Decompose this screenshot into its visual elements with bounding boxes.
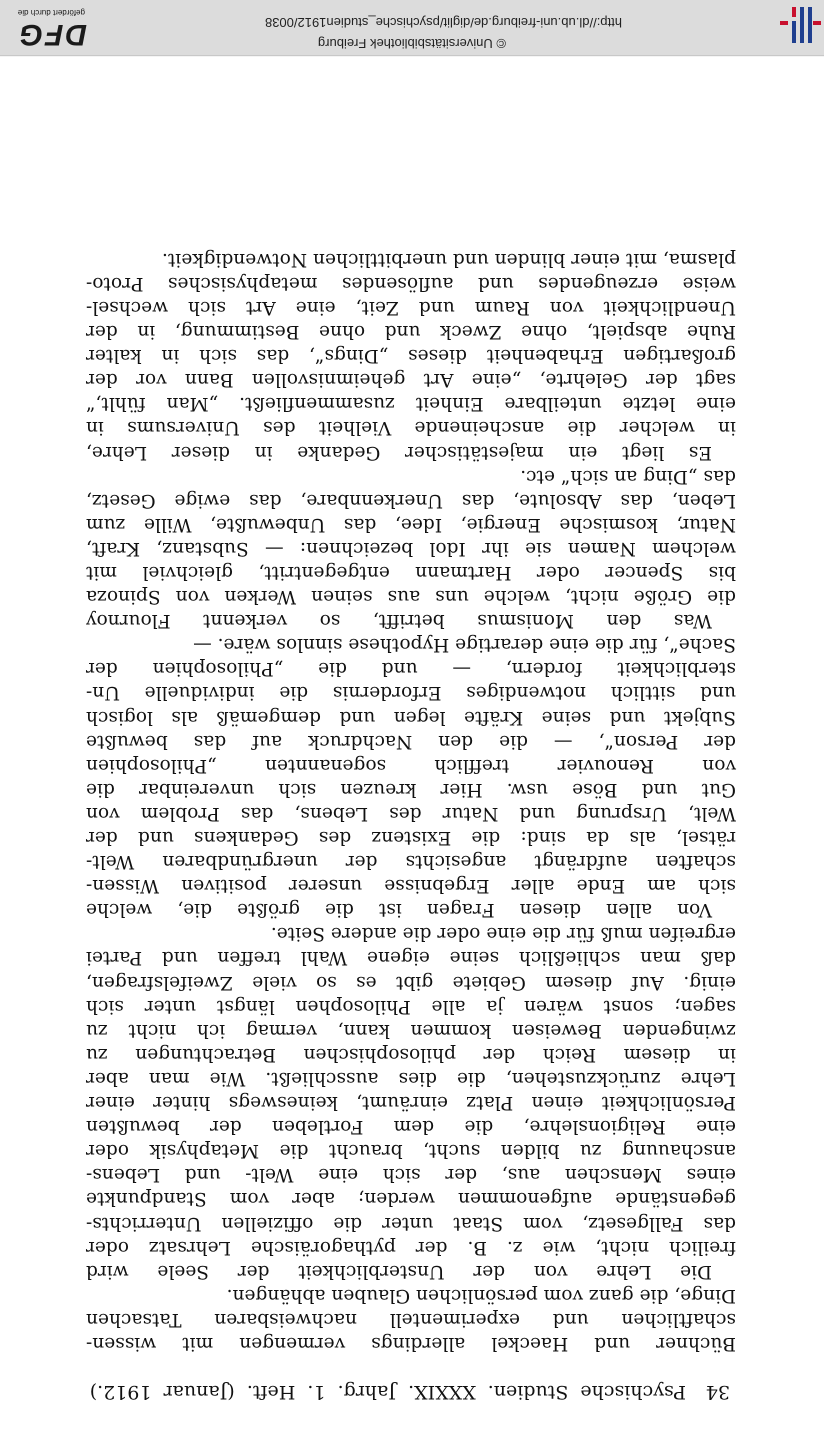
text-line: bis Spencer oder Hartmann entgegentritt, gleichviel mit [86,562,736,583]
text-line: freilich nicht, wie z. B. der pythagoräische Lehrsatz oder [86,1236,736,1258]
footer-bar [0,0,824,56]
text-line: von Renouvier trefflich sogenannten „Philosophien [86,754,736,776]
text-line: Natur, kosmische Energie, Idee, das Unbewußte, Wille zum [86,513,736,535]
text-line: der Person“, — die den Nachdruck auf das bewußte [86,730,736,752]
text-line: das „Ding an sich“ etc. [520,465,736,487]
text-line: eine letzte unteilbare Einheit zusammenfließt. „Man fühlt,“ [86,393,736,415]
text-line: in diesem Reich der philosophischen Betrachtungen zu [86,1043,736,1065]
text-line: Die Lehre von der Unsterblichkeit der Seele wird [86,1260,712,1282]
text-line: Persönlichkeit einen Platz einräumt, keineswegs hinter einer [86,1092,736,1114]
text-line: die Größe nicht, welche uns aus seinen Werken von Spinoza [86,586,736,608]
text-line: schaften aufdrängt angesichts der unergründbaren Welt- [86,851,736,873]
text-line: anschauung zu bilden sucht, braucht die Metaphysik oder [86,1140,736,1162]
text-line: zwingenden Beweisen kommen kann, vermag ich nicht zu [86,1019,736,1041]
permalink-url[interactable]: http://dl.ub.uni-freiburg.de/diglit/psychische_studien1912/0038 [264,15,622,30]
text-line: großartigen Erhabenheit dieses „Dings“, das sich in kalter [86,345,736,367]
page-number: 34 [705,1381,730,1403]
text-line: Sache“, für die eine derartige Hypothese sinnlos wäre. — [193,634,736,656]
text-line: Subjekt und seine Kräfte legen und demgemäß als logisch [86,706,736,728]
text-line: Es liegt ein majestätischer Gedanke in dieser Lehre, [86,441,712,463]
text-line: daß man schließlich seine eigene Wahl treffen und Partei [86,947,736,969]
ub-freiburg-logo-icon [764,5,824,51]
page-header [90,1377,730,1403]
text-line: Leben, das Absolute, das Unerkennbare, das ewige Gesetz, [86,489,736,511]
text-line: Was den Monismus betrifft, so verkennt Flournoy [86,610,712,632]
text-line: Welt, Ursprung und Natur des Lebens, das Problem von [86,802,736,824]
library-logo[interactable] [764,5,824,51]
dfg-logo-text: DFG [17,18,87,51]
body-text [86,247,736,1355]
text-line: schaftlichen und experimentell nachweisbaren Tatsachen [86,1308,736,1330]
text-line: Dinge, die ganz vom persönlichen Glauben abhängen. [226,1284,736,1306]
text-line: gegenstände aufgenommen werden; aber vom Standpunkte [86,1188,736,1210]
text-line: weise erzeugendes und auflösendes metaphysisches Proto- [86,272,736,294]
text-line: plasma, mit einer blinden und unerbittlichen Notwendigkeit. [161,248,736,270]
text-line: Von allen diesen Fragen ist die größte die, welche [86,899,712,921]
text-line: Lehre zurückzustehen, die dies ausschließt. Wie man aber [86,1067,736,1089]
text-line: in welcher die anscheinende Vielheit des Universums in [86,417,736,439]
text-line: sagen; sonst wären ja alle Philosophen längst unter sich [86,995,736,1017]
text-line: sich am Ende aller Ergebnisse unserer positiven Wissen- [86,875,736,897]
text-line: ergreifen muß für die eine oder die andere Seite. [270,923,736,945]
scanned-page [0,57,824,1443]
running-title: Psychische Studien. XXXIX. Jahrg. 1. Heft. (Januar 1912.) [89,1381,686,1403]
copyright-notice: © Universitätsbibliothek Freiburg [317,36,506,51]
text-line: rätsel, als da sind: die Existenz des Gedankens und der [86,827,736,849]
text-line: einig. Auf diesem Gebiete gibt es so viele Zweifelsfragen, [86,971,736,993]
text-line: sagt der Gelehrte, „eine Art geheimnisvollen Bann vor der [86,369,736,391]
text-line: welchem Namen sie ihr Idol bezeichnen: — Substanz, Kraft, [86,537,736,559]
dfg-caption: gefördert durch die [17,8,85,17]
text-line: und sittlich notwendiges Erfordernis die individuelle Un- [86,682,736,704]
text-line: Ruhe abspielt, ohne Zweck und ohne Bestimmung, in der [86,321,736,343]
text-line: das Fallgesetz, vom Staat unter die offiziellen Unterrichts- [86,1212,736,1234]
text-line: Gut und Böse usw. Hier kreuzen sich unvereinbar die [86,778,736,800]
text-line: Unendlichkeit von Raum und Zeit, eine Art sich wechsel- [86,296,736,318]
text-line: Büchner und Haeckel allerdings vermengen mit wissen- [86,1333,736,1354]
text-line: eine Religionslehre, die dem Fortleben der bewußten [86,1116,736,1138]
dfg-logo[interactable] [3,5,87,51]
text-line: sterblichkeit fordern, — und die „Philosophien der [86,658,736,680]
text-line: eines Menschen aus, der sich eine Welt- und Lebens- [86,1164,736,1186]
